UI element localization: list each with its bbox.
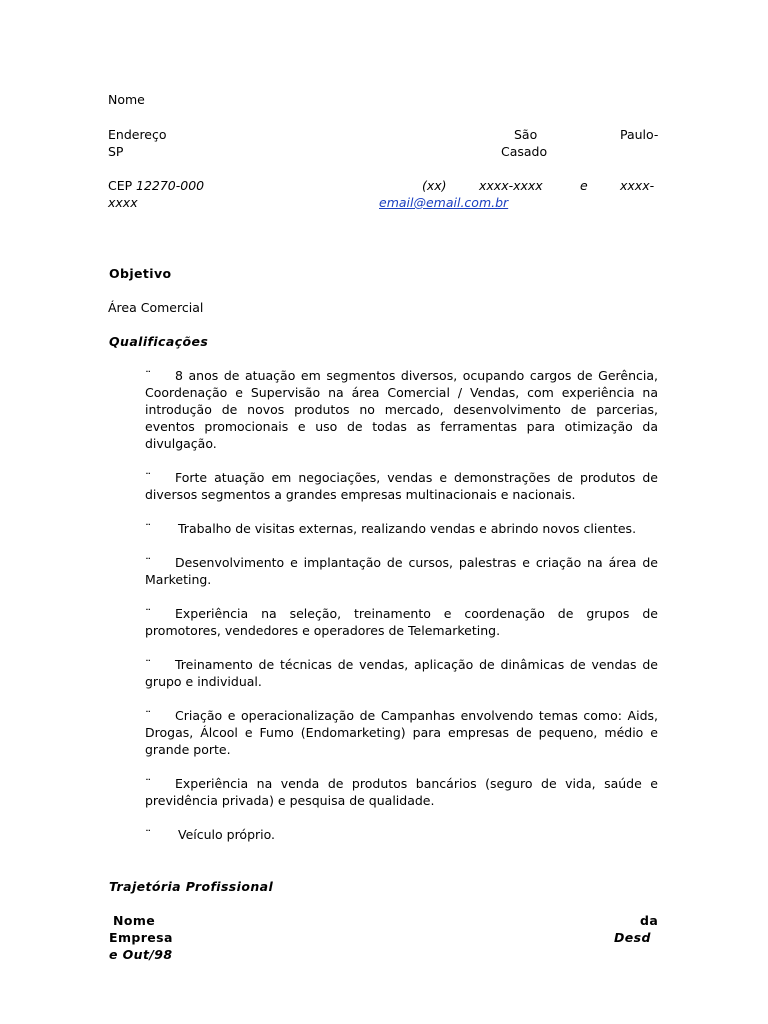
list-item <box>145 554 658 588</box>
state: SP <box>108 144 124 159</box>
bullet-mark: ¨ <box>145 776 152 791</box>
company-word2: da <box>640 913 659 928</box>
objective-text: Área Comercial <box>108 300 204 315</box>
list-item <box>145 656 658 690</box>
bullet-mark: ¨ <box>145 521 152 536</box>
marital-status: Casado <box>501 144 548 159</box>
list-item <box>145 826 658 843</box>
list-item <box>145 707 658 758</box>
phone-2-part1: xxxx- <box>620 178 655 193</box>
bullet-mark: ¨ <box>145 708 152 723</box>
email-link[interactable]: email@email.com.br <box>379 195 509 210</box>
company-word3: Empresa <box>109 930 173 945</box>
candidate-name: Nome <box>108 92 145 107</box>
phone-1: xxxx-xxxx <box>479 178 543 193</box>
since-label: Desd <box>614 930 651 945</box>
list-item <box>145 520 658 537</box>
phone-area: (xx) <box>422 178 447 193</box>
list-item <box>145 367 658 452</box>
objective-heading: Objetivo <box>109 266 172 281</box>
career-heading: Trajetória Profissional <box>109 879 274 894</box>
company-word1: Nome <box>113 913 156 928</box>
list-item-text: Experiência na venda de produtos bancários (seguro de vida, saúde e previdência privada) e pesquisa de qualidade. <box>145 776 658 808</box>
bullet-mark: ¨ <box>145 657 152 672</box>
qualifications-list <box>145 367 658 860</box>
phone-connector: e <box>580 178 588 193</box>
city-part1: São <box>514 127 538 142</box>
list-item-text: Criação e operacionalização de Campanhas envolvendo temas como: Aids, Drogas, Álcool e Fumo (Endomarketing) para empresas de pequeno, médio e grande porte. <box>145 708 658 757</box>
list-item-text: 8 anos de atuação em segmentos diversos, ocupando cargos de Gerência, Coordenação e Supervisão na área Comercial / Vendas, com experiência na introdução de novos produtos no mercado, desenvolvimento de parcerias, eventos promocionais e uso de todas as ferramentas para otimização da divulgação. <box>145 368 658 451</box>
bullet-mark: ¨ <box>145 606 152 621</box>
bullet-mark: ¨ <box>145 827 152 842</box>
list-item-text: Forte atuação em negociações, vendas e demonstrações de produtos de diversos segmentos a grandes empresas multinacionais e nacionais. <box>145 470 658 502</box>
bullet-mark: ¨ <box>145 368 152 383</box>
list-item-text: Treinamento de técnicas de vendas, aplicação de dinâmicas de vendas de grupo e individual. <box>145 657 658 689</box>
qualifications-heading: Qualificações <box>109 334 209 349</box>
cep-value: 12270-000 <box>136 178 205 193</box>
list-item <box>145 469 658 503</box>
since-value: e Out/98 <box>109 947 173 962</box>
list-item <box>145 775 658 809</box>
bullet-mark: ¨ <box>145 470 152 485</box>
phone-2-part2: xxxx <box>108 195 138 210</box>
list-item-text: Experiência na seleção, treinamento e coordenação de grupos de promotores, vendedores e operadores de Telemarketing. <box>145 606 658 638</box>
list-item-text: Veículo próprio. <box>178 827 276 842</box>
list-item-text: Trabalho de visitas externas, realizando vendas e abrindo novos clientes. <box>178 521 637 536</box>
bullet-mark: ¨ <box>145 555 152 570</box>
city-part2: Paulo- <box>620 127 659 142</box>
list-item <box>145 605 658 639</box>
list-item-text: Desenvolvimento e implantação de cursos, palestras e criação na área de Marketing. <box>145 555 658 587</box>
cep-label: CEP <box>108 178 133 193</box>
address-label: Endereço <box>108 127 167 142</box>
